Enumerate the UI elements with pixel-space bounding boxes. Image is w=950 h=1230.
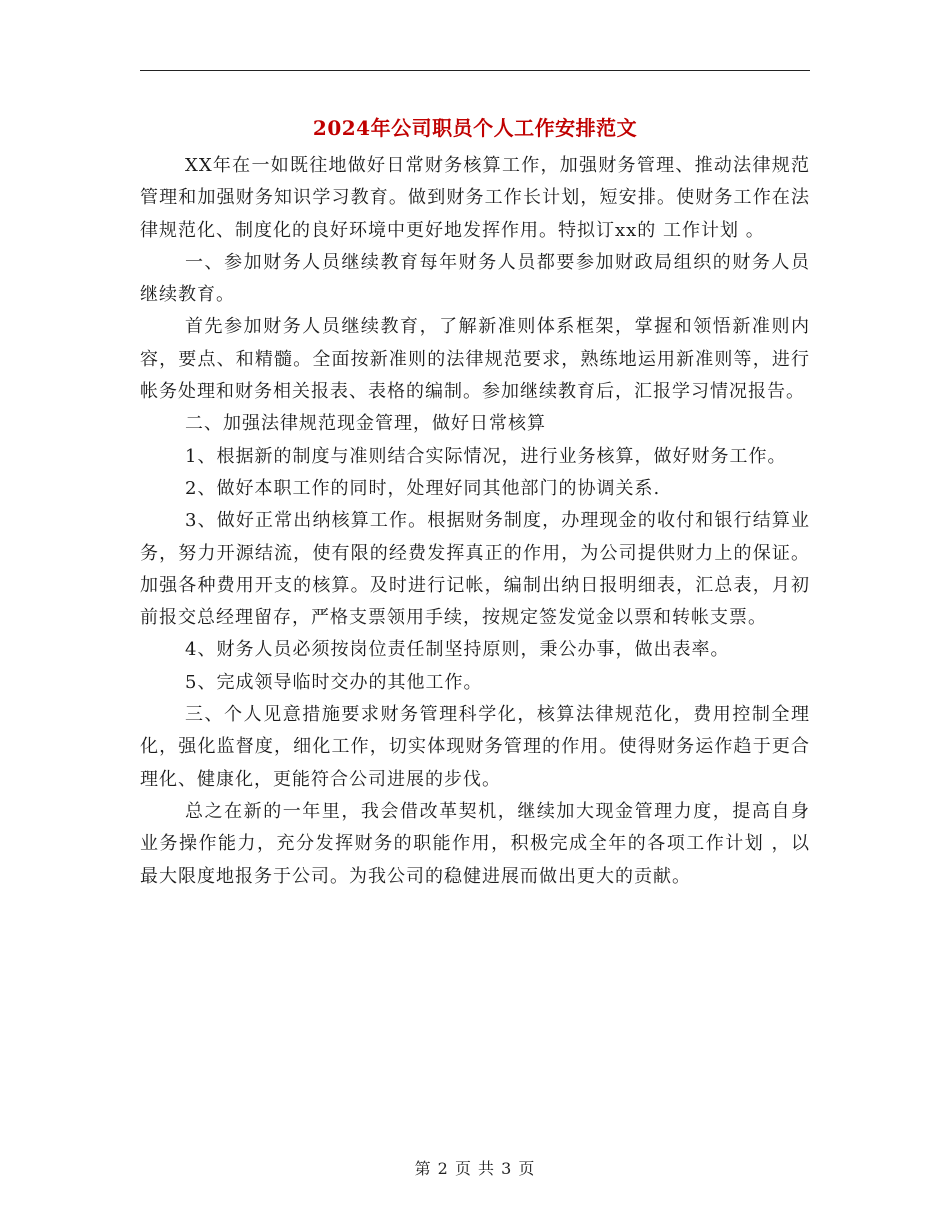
paragraph-item-1: 1、根据新的制度与准则结合实际情况，进行业务核算，做好财务工作。 xyxy=(185,445,787,467)
paragraph-item-4: 4、财务人员必须按岗位责任制坚持原则，秉公办事，做出表率。 xyxy=(185,639,730,661)
paragraph-intro: XX年在一如既往地做好日常财务核算工作，加强财务管理、推动法律规范管理和加强财务知识学习教育。做到财务工作长计划，短安排。使财务工作在法律规范化、制度化的良好环境中更好地发挥作用。特拟订xx的 工作计划 。 xyxy=(140,155,810,241)
paragraph-section-2: 二、加强法律规范现金管理，做好日常核算 xyxy=(185,413,546,435)
paragraph-item-5: 5、完成领导临时交办的其他工作。 xyxy=(185,671,483,693)
header-rule xyxy=(140,70,810,71)
paragraph-item-2: 2、做好本职工作的同时，处理好同其他部门的协调关系. xyxy=(185,477,661,499)
paragraph-section-3: 三、个人见意措施要求财务管理科学化，核算法律规范化，费用控制全理化，强化监督度，细化工作，切实体现财务管理的作用。使得财务运作趋于更合理化、健康化，更能符合公司进展的步伐。 xyxy=(140,704,810,790)
paragraph-section-1: 一、参加财务人员继续教育每年财务人员都要参加财政局组织的财务人员继续教育。 xyxy=(140,251,810,306)
document-title: 2024年公司职员个人工作安排范文 xyxy=(312,116,638,140)
paragraph-continuing-education: 首先参加财务人员继续教育，了解新准则体系框架，掌握和领悟新准则内容，要点、和精髓。全面按新准则的法律规范要求，熟练地运用新准则等，进行帐务处理和财务相关报表、表格的编制。参加继续教育后，汇报学习情况报告。 xyxy=(140,316,810,403)
document-body xyxy=(140,150,810,893)
paragraph-conclusion: 总之在新的一年里，我会借改革契机，继续加大现金管理力度，提高自身业务操作能力，充分发挥财务的职能作用，积极完成全年的各项工作计划 ，以最大限度地报务于公司。为我公司的稳健进展而做出更大的贡献。 xyxy=(140,800,810,887)
paragraph-item-3: 3、做好正常出纳核算工作。根据财务制度，办理现金的收付和银行结算业务，努力开源结流，使有限的经费发挥真正的作用，为公司提供财力上的保证。加强各种费用开支的核算。及时进行记帐，编制出纳日报明细表，汇总表，月初前报交总经理留存，严格支票领用手续，按规定签发觉金以票和转帐支票。 xyxy=(140,510,810,629)
page-number: 第 2 页 共 3 页 xyxy=(414,1159,536,1178)
